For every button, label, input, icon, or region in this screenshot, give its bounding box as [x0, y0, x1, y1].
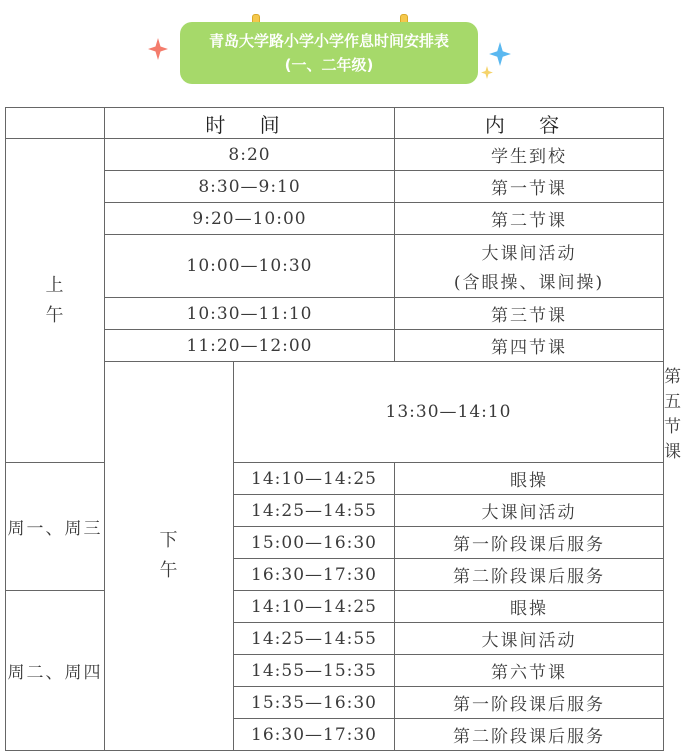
time-cell: 8:20 — [105, 139, 395, 171]
content-cell: 第一阶段课后服务 — [395, 527, 664, 559]
content-cell: 大课间活动 — [395, 495, 664, 527]
table-row — [6, 463, 664, 495]
time-cell: 9:20—10:00 — [105, 203, 395, 235]
time-cell: 14:55—15:35 — [234, 655, 395, 687]
title-badge — [180, 22, 478, 84]
content-cell: 学生到校 — [395, 139, 664, 171]
content-cell: 第二节课 — [395, 203, 664, 235]
content-main: 大课间活动 — [481, 244, 577, 264]
table-row — [6, 139, 664, 171]
sparkle-blue-icon — [489, 42, 511, 66]
time-cell: 8:30—9:10 — [105, 171, 395, 203]
content-note: (含眼操、课间操) — [453, 273, 605, 293]
time-cell: 15:35—16:30 — [234, 687, 395, 719]
time-cell: 15:00—16:30 — [234, 527, 395, 559]
sparkle-yellow-icon — [481, 66, 493, 79]
content-cell: 眼操 — [395, 463, 664, 495]
table-row — [6, 203, 664, 235]
time-cell: 14:25—14:55 — [234, 495, 395, 527]
content-cell: 第三节课 — [395, 298, 664, 330]
content-cell: 第四节课 — [395, 330, 664, 362]
sparkle-red-icon — [148, 38, 168, 60]
time-cell: 16:30—17:30 — [234, 719, 395, 751]
title-line-1: 青岛大学路小学小学作息时间安排表 — [208, 32, 449, 50]
table-row: 下 午 13:30—14:10 第五节课 — [6, 362, 664, 463]
time-cell: 16:30—17:30 — [234, 559, 395, 591]
time-cell: 10:00—10:30 — [105, 235, 395, 298]
table-row — [6, 235, 664, 298]
table-row — [6, 330, 664, 362]
content-cell: 第一节课 — [395, 171, 664, 203]
table-row — [6, 298, 664, 330]
content-cell: 第六节课 — [395, 655, 664, 687]
time-cell: 14:10—14:25 — [234, 591, 395, 623]
header-content: 内 容 — [395, 108, 664, 139]
time-cell: 14:25—14:55 — [234, 623, 395, 655]
days-tue-thu: 周二、周四 — [6, 591, 105, 751]
period-morning: 上 午 — [6, 139, 105, 463]
schedule-table — [5, 107, 683, 747]
content-cell: 第二阶段课后服务 — [395, 559, 664, 591]
title-line-2: (一、二年级) — [284, 56, 374, 74]
header-row — [6, 108, 664, 139]
time-cell: 10:30—11:10 — [105, 298, 395, 330]
table-row — [6, 591, 664, 623]
content-cell: 第二阶段课后服务 — [395, 719, 664, 751]
content-cell: 大课间活动 — [395, 623, 664, 655]
time-cell: 11:20—12:00 — [105, 330, 395, 362]
header-time: 时 间 — [105, 108, 395, 139]
period-afternoon: 下 午 — [105, 362, 234, 751]
content-cell: 眼操 — [395, 591, 664, 623]
days-mon-wed: 周一、周三 — [6, 463, 105, 591]
header-empty — [6, 108, 105, 139]
content-cell — [395, 235, 664, 298]
table-row — [6, 171, 664, 203]
content-cell: 第一阶段课后服务 — [395, 687, 664, 719]
time-cell: 13:30—14:10 — [234, 362, 664, 463]
time-cell: 14:10—14:25 — [234, 463, 395, 495]
